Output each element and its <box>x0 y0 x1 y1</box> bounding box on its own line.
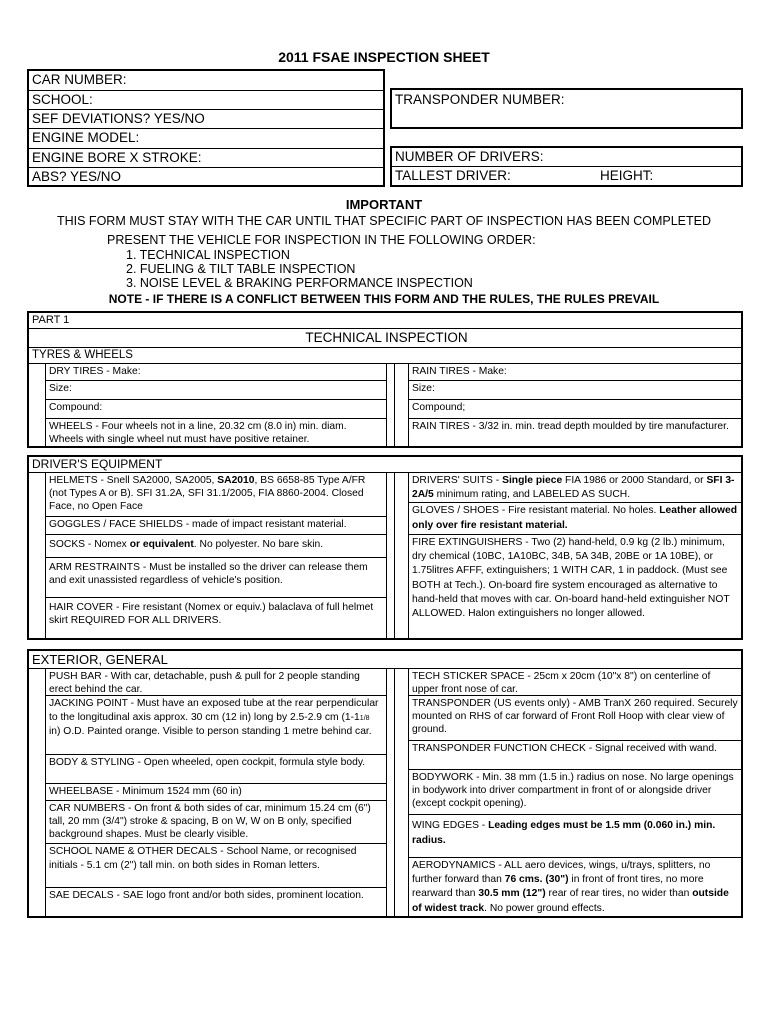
fire-extinguishers-rule: FIRE EXTINGUISHERS - Two (2) hand-held, 0.9 kg (2 lb.) minimum, dry chemical (10BC, 1A10BC, 34B, 5A 34B, 20BE or 1A 10BE), or 1.75litres AFFF, extinguishers; 1 WITH CAR, 1 in paddock. (Must see BOTH at Tech.). On-board fire system encouraged as alternative to hand-held that moves with car. On-board hand-held extinguisher NOT ALLOWED. Halon extinguishers no longer allowed. <box>412 537 730 620</box>
socks-rule: SOCKS - Nomex or equivalent. No polyester. No bare skin. <box>46 535 386 558</box>
tallest-driver-label: TALLEST DRIVER: <box>395 168 511 183</box>
rain-tires-make: RAIN TIRES - Make: <box>409 364 741 381</box>
drivers-suits-rule: DRIVERS' SUITS - Single piece FIA 1986 or 2000 Standard, or SFI 3-2A/5 minimum rating, and LABELED AS SUCH. <box>409 473 741 503</box>
car-number-label: CAR NUMBER: <box>29 71 383 91</box>
vehicle-info-box <box>27 69 385 187</box>
transponder-number-box <box>390 88 743 129</box>
order-step-2: 2. FUELING & TILT TABLE INSPECTION <box>126 262 356 276</box>
hair-cover-rule: HAIR COVER - Fire resistant (Nomex or equiv.) balaclava of full helmet skirt REQUIRED FOR ALL DRIVERS. <box>49 602 374 626</box>
body-styling-rule: BODY & STYLING - Open wheeled, open cockpit, formula style body. <box>46 755 386 784</box>
drivers-equipment-heading: DRIVER'S EQUIPMENT <box>29 457 741 473</box>
arm-restraints-rule: ARM RESTRAINTS - Must be installed so the driver can release them and exit unassisted regardless of vehicle's position. <box>46 558 386 598</box>
aerodynamics-rule: AERODYNAMICS - ALL aero devices, wings, u/trays, splitters, no further forward than 76 cms. (30") in front of front tires, no more rearward than 30.5 mm (12") rear of rear tires, no wider than outside of widest track. No power ground effects. <box>412 860 729 914</box>
drivers-equipment-section <box>27 455 743 640</box>
sef-deviations-label: SEF DEVIATIONS? YES/NO <box>29 110 383 129</box>
order-step-3: 3. NOISE LEVEL & BRAKING PERFORMANCE INSPECTION <box>126 276 473 290</box>
gloves-shoes-rule: GLOVES / SHOES - Fire resistant material. No holes. Leather allowed only over fire resistant material. <box>409 503 741 535</box>
important-line-1: THIS FORM MUST STAY WITH THE CAR UNTIL THAT SPECIFIC PART OF INSPECTION HAS BEEN COMPLETED <box>56 214 712 228</box>
bodywork-rule: BODYWORK - Min. 38 mm (1.5 in.) radius on nose. No large openings in bodywork into driver compartment in front of or alongside driver (except cockpit opening). <box>409 770 741 815</box>
engine-model-label: ENGINE MODEL: <box>29 129 383 149</box>
important-line-2: PRESENT THE VEHICLE FOR INSPECTION IN THE FOLLOWING ORDER: <box>107 233 536 247</box>
transponder-number-label: TRANSPONDER NUMBER: <box>395 92 565 107</box>
rules-note: NOTE - IF THERE IS A CONFLICT BETWEEN THIS FORM AND THE RULES, THE RULES PREVAIL <box>108 292 660 306</box>
wheelbase-rule: WHEELBASE - Minimum 1524 mm (60 in) <box>46 784 386 801</box>
check-col-divider <box>394 364 395 446</box>
dry-tires-make: DRY TIRES - Make: <box>46 364 386 381</box>
goggles-rule: GOGGLES / FACE SHIELDS - made of impact resistant material. <box>46 517 386 535</box>
technical-inspection-heading: TECHNICAL INSPECTION <box>29 329 741 348</box>
car-numbers-rule: CAR NUMBERS - On front & both sides of car, minimum 15.24 cm (6") tall, 20 mm (3/4") stroke & spacing, B on W, W on B only, specified background shapes. Must be clearly visible. <box>46 801 386 844</box>
important-heading: IMPORTANT <box>345 197 423 212</box>
wing-edges-rule: WING EDGES - Leading edges must be 1.5 mm (0.060 in.) min. radius. <box>409 815 741 858</box>
order-step-1: 1. TECHNICAL INSPECTION <box>126 248 290 262</box>
abs-label: ABS? YES/NO <box>32 169 122 184</box>
rain-tires-size: Size: <box>409 381 741 400</box>
push-bar-rule: PUSH BAR - With car, detachable, push & pull for 2 people standing erect behind the car. <box>46 669 386 696</box>
exterior-general-heading: EXTERIOR, GENERAL <box>29 651 741 669</box>
check-col-divider <box>394 473 395 638</box>
transponder-check-rule: TRANSPONDER FUNCTION CHECK - Signal received with wand. <box>409 741 741 770</box>
exterior-general-section <box>27 649 743 918</box>
transponder-rule: TRANSPONDER (US events only) - AMB TranX 260 required. Securely mounted on RHS of car forward of Front Roll Hoop with clear view of ground. <box>409 696 741 741</box>
helmets-rule: HELMETS - Snell SA2000, SA2005, SA2010, BS 6658-85 Type A/FR (not Types A or B). SFI 31.2A, SFI 31.1/2005, FIA 8860-2004. Closed Face, no Open Face <box>46 473 386 517</box>
dry-tires-compound: Compound: <box>46 400 386 419</box>
height-label: HEIGHT: <box>600 168 654 183</box>
jacking-point-rule: JACKING POINT - Must have an exposed tube at the rear perpendicular to the longitudinal axis approx. 30 cm (12 in) long by 2.5-2.9 cm (1-11/8 in) O.D. Painted orange. Visible to person standing 1 metre behind car. <box>46 696 386 755</box>
school-name-decals-rule: SCHOOL NAME & OTHER DECALS - School Name, or recognised initials - 5.1 cm (2") tall min. on both sides in Roman letters. <box>46 844 386 888</box>
school-label: SCHOOL: <box>29 91 383 110</box>
engine-bore-stroke-label: ENGINE BORE X STROKE: <box>29 149 383 168</box>
column-divider <box>386 364 387 446</box>
tyres-wheels-heading: TYRES & WHEELS <box>29 348 741 364</box>
rain-tires-compound: Compound; <box>409 400 741 419</box>
dry-tires-size: Size: <box>46 381 386 400</box>
column-divider <box>386 473 387 638</box>
check-col-divider <box>394 669 395 916</box>
rain-tires-tread-rule: RAIN TIRES - 3/32 in. min. tread depth moulded by tire manufacturer. <box>412 421 729 432</box>
wheels-rule: WHEELS - Four wheels not in a line, 20.32 cm (8.0 in) min. diam. Wheels with single wheel nut must have positive retainer. <box>49 421 347 445</box>
drivers-info-box <box>390 146 743 187</box>
column-divider <box>386 669 387 916</box>
number-of-drivers-label: NUMBER OF DRIVERS: <box>392 148 741 167</box>
sae-decals-rule: SAE DECALS - SAE logo front and/or both sides, prominent location. <box>49 890 364 901</box>
part-label: PART 1 <box>29 313 741 329</box>
page-title: 2011 FSAE INSPECTION SHEET <box>278 49 490 65</box>
tyres-wheels-section <box>27 311 743 448</box>
tech-sticker-rule: TECH STICKER SPACE - 25cm x 20cm (10"x 8") on centerline of upper front nose of car. <box>409 669 741 696</box>
